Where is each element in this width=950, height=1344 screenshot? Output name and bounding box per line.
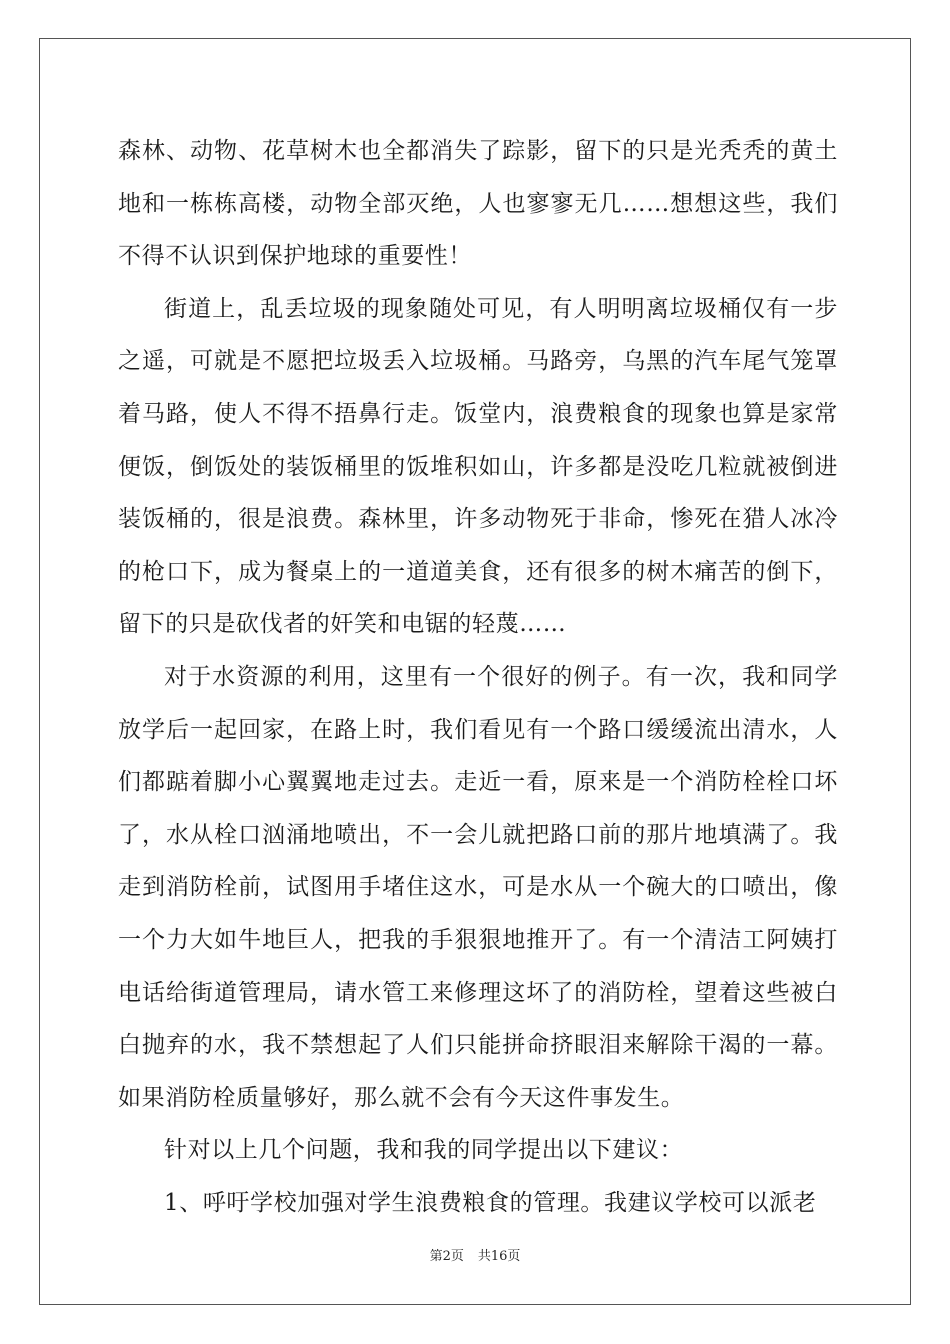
paragraph-continuation: 森林、动物、花草树木也全都消失了踪影，留下的只是光秃秃的黄土地和一栋栋高楼，动物全部灭绝，人也寥寥无几……想想这些，我们不得不认识到保护地球的重要性！: [118, 138, 838, 270]
document-body: [118, 125, 838, 1229]
paragraph-water-resource: 对于水资源的利用，这里有一个很好的例子。有一次，我和同学放学后一起回家，在路上时，我们看见有一个路口缓缓流出清水，人们都踮着脚小心翼翼地走过去。走近一看，原来是一个消防栓栓口坏了，水从栓口汹涌地喷出，不一会儿就把路口前的那片地填满了。我走到消防栓前，试图用手堵住这水，可是水从一个碗大的口喷出，像一个力大如牛地巨人，把我的手狠狠地推开了。有一个清洁工阿姨打电话给街道管理局，请水管工来修理这坏了的消防栓，望着这些被白白抛弃的水，我不禁想起了人们只能拼命挤眼泪来解除干渴的一幕。如果消防栓质量够好，那么就不会有今天这件事发生。: [118, 663, 838, 1111]
paragraph-street-pollution: 街道上，乱丢垃圾的现象随处可见，有人明明离垃圾桶仅有一步之遥，可就是不愿把垃圾丢入垃圾桶。马路旁，乌黑的汽车尾气笼罩着马路，使人不得不捂鼻行走。饭堂内，浪费粮食的现象也算是家常便饭，倒饭处的装饭桶里的饭堆积如山，许多都是没吃几粒就被倒进装饭桶的，很是浪费。森林里，许多动物死于非命，惨死在猎人冰冷的枪口下，成为餐桌上的一道道美食，还有很多的树木痛苦的倒下，留下的只是砍伐者的奸笑和电锯的轻蔑……: [118, 295, 838, 638]
paragraph-suggestion-1: 1、呼吁学校加强对学生浪费粮食的管理。我建议学校可以派老: [164, 1189, 817, 1216]
paragraph-suggestion-intro: 针对以上几个问题，我和我的同学提出以下建议：: [164, 1137, 684, 1164]
page-footer: [0, 1245, 950, 1264]
page-total: 共16页: [477, 1249, 521, 1264]
page-number: 第2页: [429, 1249, 464, 1264]
